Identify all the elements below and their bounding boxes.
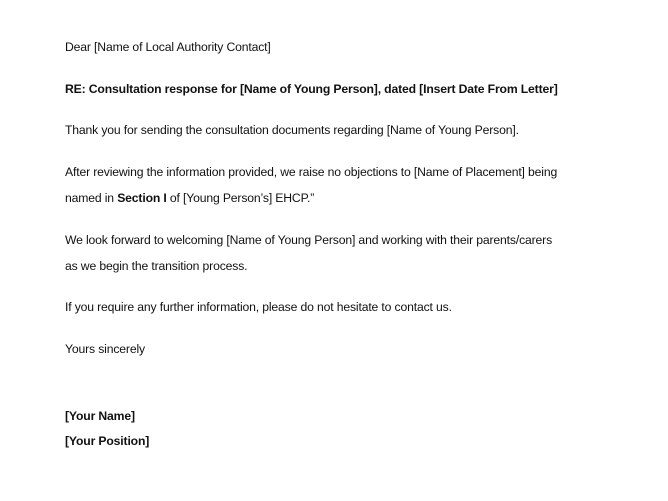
- closing: Yours sincerely: [65, 342, 145, 356]
- paragraph-thanks: Thank you for sending the consultation documents regarding [Name of Young Person].: [65, 123, 519, 137]
- signature-position: [Your Position]: [65, 434, 150, 448]
- section-reference: Section I: [117, 191, 167, 205]
- paragraph-contact: If you require any further information, please do not hesitate to contact us.: [65, 300, 452, 314]
- paragraph-welcome-line-1: We look forward to welcoming [Name of Young Person] and working with their parents/carers: [65, 233, 553, 247]
- salutation: Dear [Name of Local Authority Contact]: [65, 40, 271, 54]
- paragraph-no-objection-line-1: After reviewing the information provided, we raise no objections to [Name of Placement] being: [65, 165, 558, 179]
- text-suffix: of [Young Person’s] EHCP.”: [166, 191, 315, 205]
- text-prefix: named in: [65, 191, 118, 205]
- subject-line: RE: Consultation response for [Name of Young Person], dated [Insert Date From Letter]: [65, 82, 558, 96]
- signature-name: [Your Name]: [65, 409, 135, 423]
- paragraph-welcome-line-2: as we begin the transition process.: [65, 259, 248, 273]
- paragraph-no-objection-line-2: [65, 190, 314, 206]
